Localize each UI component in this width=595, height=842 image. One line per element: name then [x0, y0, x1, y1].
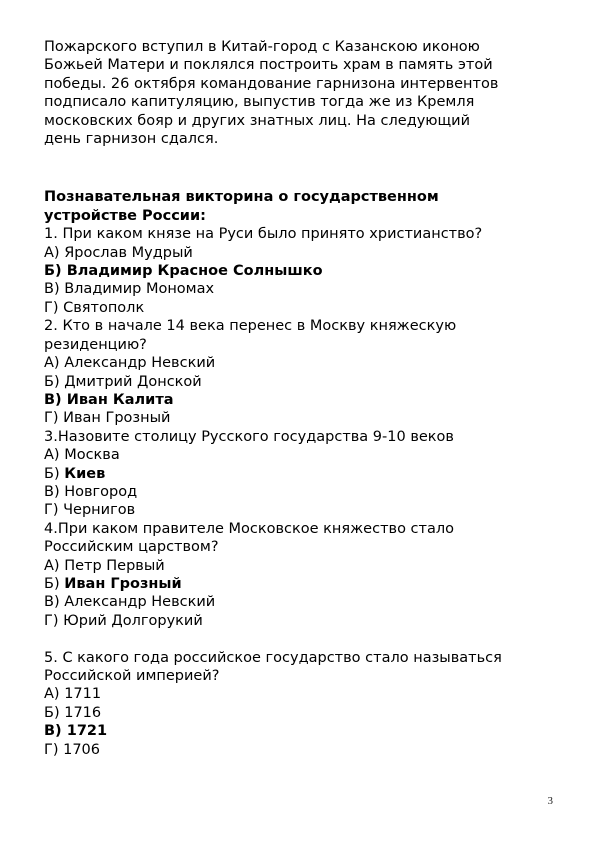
question-1 — [44, 225, 564, 317]
answer-option-correct — [44, 575, 564, 593]
answer-prefix: Г) — [44, 299, 64, 316]
answer-text: Дмитрий Донской — [64, 373, 202, 390]
page-content — [44, 38, 564, 759]
answer-prefix: В) — [44, 391, 67, 408]
question-text: 5. С какого года российское государство стало называться — [44, 649, 502, 666]
answer-option — [44, 593, 564, 611]
answer-option — [44, 557, 564, 575]
question-text: 1. При каком князе на Руси было принято христианство? — [44, 226, 483, 243]
answer-option-correct — [44, 465, 564, 483]
answer-text: Александр Невский — [64, 355, 216, 372]
answer-text: Александр Невский — [64, 594, 216, 611]
quiz-title — [44, 188, 564, 225]
answer-text: Чернигов — [63, 502, 136, 519]
answer-text: Москва — [64, 447, 120, 464]
answer-text: Юрий Долгорукий — [63, 612, 203, 629]
answer-prefix: В) — [44, 483, 65, 500]
answer-prefix: Г) — [44, 741, 64, 758]
answer-prefix: Г) — [44, 502, 64, 519]
question-text: 4.При каком правителе Московское княжество стало — [44, 520, 454, 537]
answer-prefix: В) — [44, 281, 65, 298]
question-text: 2. Кто в начале 14 века перенес в Москву княжескую — [44, 318, 457, 335]
answer-option — [44, 741, 564, 759]
answer-prefix: В) — [44, 594, 65, 611]
answer-option — [44, 354, 564, 372]
question-3 — [44, 428, 564, 520]
question-5 — [44, 649, 564, 759]
answer-prefix: Б) — [44, 373, 65, 390]
answer-text: Киев — [64, 465, 106, 482]
answer-prefix: Г) — [44, 612, 64, 629]
answer-option — [44, 704, 564, 722]
answer-text: Иван Грозный — [63, 410, 171, 427]
quiz-title-line: устройстве России: — [44, 207, 206, 224]
answer-text: Иван Калита — [66, 391, 174, 408]
quiz-title-line: Познавательная викторина о государственном — [44, 189, 439, 206]
intro-line: московских бояр и других знатных лиц. На следующий — [44, 112, 471, 129]
answer-text: 1711 — [64, 686, 102, 703]
answer-option — [44, 446, 564, 464]
answer-text: 1721 — [66, 723, 108, 740]
answer-option-correct — [44, 722, 564, 740]
answer-prefix: Б) — [44, 575, 65, 592]
answer-option — [44, 409, 564, 427]
answer-text: Владимир Красное Солнышко — [66, 263, 323, 280]
answer-prefix: А) — [44, 244, 65, 261]
answer-prefix: А) — [44, 355, 65, 372]
answer-text: 1716 — [64, 704, 102, 721]
answer-option — [44, 483, 564, 501]
answer-option — [44, 501, 564, 519]
answer-prefix: Б) — [44, 465, 65, 482]
answer-option — [44, 244, 564, 262]
intro-line: Пожарского вступил в Китай-город с Казанскою иконою — [44, 39, 480, 55]
question-2 — [44, 317, 564, 427]
blank-line — [44, 630, 564, 648]
answer-prefix: В) — [44, 723, 67, 740]
intro-line: день гарнизон сдался. — [44, 131, 219, 148]
answer-prefix: Б) — [44, 704, 65, 721]
page-number: 3 — [547, 795, 553, 807]
answer-option — [44, 373, 564, 391]
answer-option — [44, 299, 564, 317]
intro-line: победы. 26 октября командование гарнизона интервентов — [44, 75, 499, 92]
answer-prefix: Б) — [44, 263, 67, 280]
answer-option — [44, 685, 564, 703]
answer-prefix: А) — [44, 447, 65, 464]
intro-paragraph — [44, 38, 564, 148]
intro-line: подписало капитуляцию, выпустив тогда же из Кремля — [44, 94, 475, 111]
question-text: 3.Назовите столицу Русского государства 9-10 веков — [44, 428, 454, 445]
answer-prefix: Г) — [44, 410, 64, 427]
answer-option-correct — [44, 391, 564, 409]
question-4 — [44, 520, 564, 630]
answer-text: 1706 — [63, 741, 101, 758]
answer-prefix: А) — [44, 686, 65, 703]
intro-line: Божьей Матери и поклялся построить храм в память этой — [44, 57, 493, 74]
question-text: резиденцию? — [44, 336, 147, 353]
answer-option-correct — [44, 262, 564, 280]
answer-text: Владимир Мономах — [64, 281, 215, 298]
answer-text: Новгород — [64, 483, 138, 500]
answer-text: Ярослав Мудрый — [64, 244, 193, 261]
answer-prefix: А) — [44, 557, 65, 574]
answer-option — [44, 612, 564, 630]
answer-text: Иван Грозный — [64, 575, 182, 592]
answer-option — [44, 280, 564, 298]
question-text: Российским царством? — [44, 539, 219, 556]
answer-text: Святополк — [63, 299, 145, 316]
question-text: Российской империей? — [44, 667, 220, 684]
answer-text: Петр Первый — [64, 557, 165, 574]
